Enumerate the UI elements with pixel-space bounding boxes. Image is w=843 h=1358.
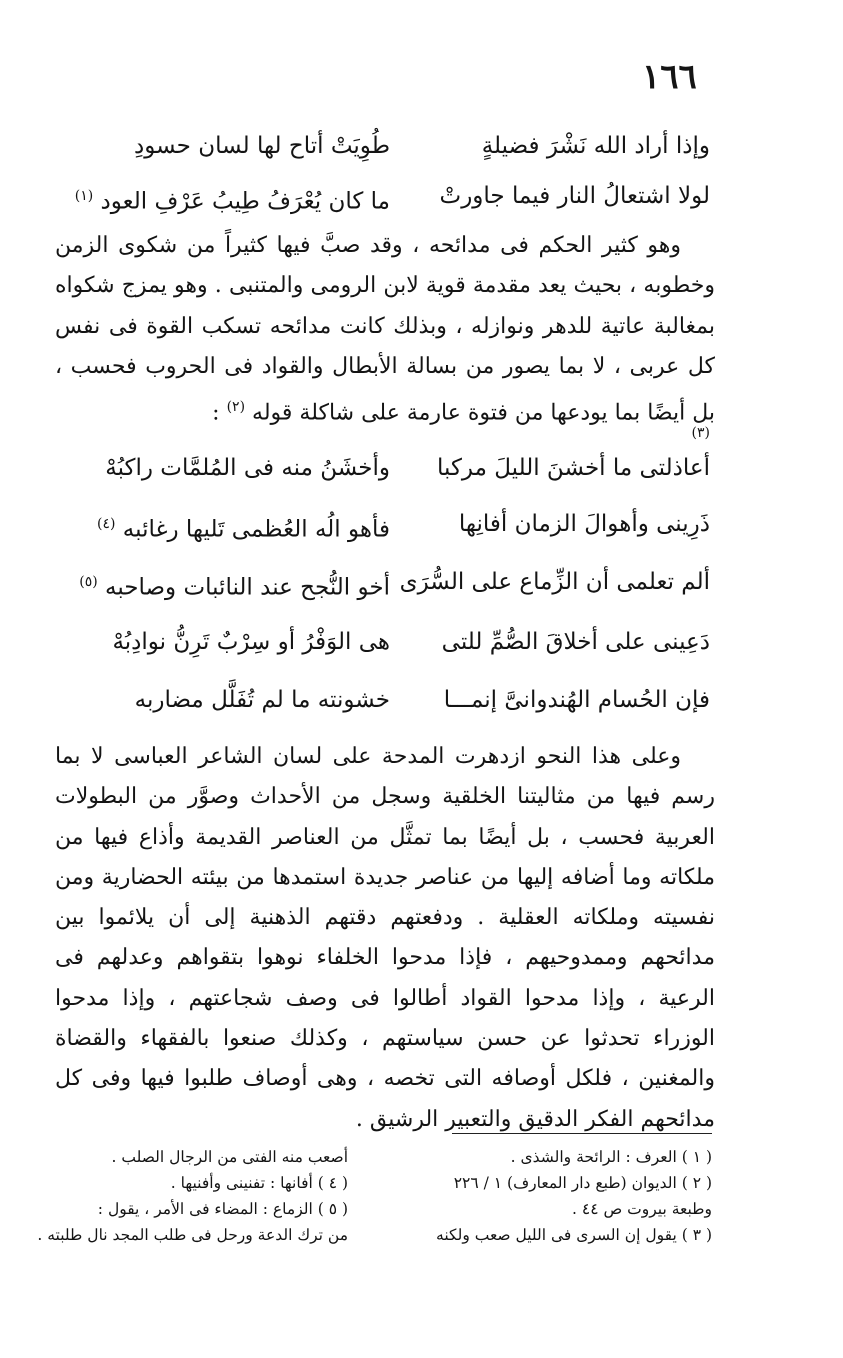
paragraph-2 — [55, 737, 715, 1140]
paragraph-2-text: وعلى هذا النحو ازدهرت المدحة على لسان الشاعر العباسى لا بما رسم فيها من مثاليتنا الخلقية وسجل من الأحداث وصوَّر من البطولات العربية فحسب ، بل أيضًا بما تمثَّل من العناصر القديمة وأذاع فيها من ملكاته وما أضافه إليها من عناصر جديدة استمدها من بيئته الحضارية ومن نفسيته وملكاته العقلية . ودفعتهم دقتهم الذهنية إلى أن يلائموا بين مدائحهم وممدوحيهم ، فإذا مدحوا الخلفاء نوهوا بتقواهم وعدلهم فى الرعية ، وإذا مدحوا القواد أطالوا فى وصف شجاعتهم ، وإذا مدحوا الوزراء تحدثوا عن حسن سياستهم ، وكذلك صنعوا بالفقهاء والقضاة والمغنين ، فلكل أوصافه التى تخصه ، وهى أوصاف طلبوا فيها وفى كل مدائحهم الفكر الدقيق والتعبير الرشيق . — [55, 744, 715, 1132]
verse-first-hemistich: دَعِينى على أخلاقَ الصُّمِّ للتى — [441, 629, 710, 655]
verse-second-text: ما كان يُعْرَفُ طِيبُ عَرْفِ العود — [100, 188, 390, 215]
verse-first-hemistich: لولا اشتعالُ النار فيما جاورتْ — [439, 183, 710, 209]
footnote-ref: (٣) — [691, 425, 710, 441]
footnote-ref: (٥) — [79, 574, 98, 590]
footnote-ref: (٢) — [226, 399, 246, 416]
page-number: ١٦٦ — [642, 57, 697, 97]
verse-first-hemistich: أعاذلتى ما أخشنَ الليلَ مركبا — [437, 455, 710, 481]
footnote-ref: (٤) — [97, 516, 116, 532]
verse-second-text: هى الوَفْرُ أو سِرْبٌ تَرِنُّ نوادِبُهْ — [112, 629, 390, 655]
verse-second-text: أخو النُّجح عند النائبات وصاحبه — [105, 574, 390, 601]
verse-first-hemistich: وإذا أراد الله نَشْرَ فضيلةٍ — [481, 133, 710, 159]
footnote-line: ( ٤ ) أفانها : تفنينى وأفنيها . — [170, 1174, 348, 1192]
footnotes-right-column — [412, 1144, 712, 1248]
footnote-line: أصعب منه الفتى من الرجال الصلب . — [111, 1148, 348, 1166]
footnote-line: ( ٥ ) الزماع : المضاء فى الأمر ، يقول : — [97, 1200, 348, 1218]
verse-second-hemistich — [60, 618, 390, 666]
footnote-line: ( ٣ ) يقول إن السرى فى الليل صعب ولكنه — [436, 1226, 712, 1244]
paragraph-1 — [55, 226, 715, 434]
verse-second-hemistich — [60, 122, 390, 170]
verse-first-hemistich: فإن الحُسام الهُندوانىَّ إنمـــا — [443, 687, 710, 713]
paragraph-1-text: وهو كثير الحكم فى مدائحه ، وقد صبَّ فيها كثيراً من شكوى الزمن وخطوبه ، بحيث يعد مقدمة قوية لابن الرومى والمتنبى . وهو يمزج شكواه بمغالبة عاتية للدهر ونوازله ، وبذلك كانت مدائحه تسكب القوة فى نفس كل عربى ، لا بما يصور من بسالة الأبطال والقواد فى الحروب فحسب ، بل أيضًا بما يودعها من فتوة عارمة على شاكلة قوله — [55, 233, 715, 426]
verse-second-text: خشونته ما لم تُفَلَّل مضاربه — [134, 687, 390, 713]
verse-second-hemistich — [60, 444, 390, 492]
verse-line — [60, 172, 710, 222]
verse-second-text: وأخشَنُ منه فى المُلمَّات راكبُهْ — [105, 455, 390, 481]
verse-line — [60, 444, 710, 494]
verse-line — [60, 558, 710, 608]
footnotes-left-column — [37, 1144, 348, 1248]
footnote-divider — [452, 1133, 712, 1134]
verse-line — [60, 618, 710, 668]
footnote-line: ( ١ ) العرف : الرائحة والشذى . — [510, 1148, 712, 1166]
verse-line — [60, 676, 710, 726]
verse-first-hemistich: ذَرِينى وأهوالَ الزمان أفانِها — [458, 511, 710, 537]
verse-line — [60, 122, 710, 172]
paragraph-1-colon: : — [212, 400, 220, 426]
footnote-line: ( ٢ ) الديوان (طبع دار المعارف) ١ / ٢٢٦ — [453, 1174, 712, 1192]
footnote-ref: (١) — [74, 188, 94, 204]
verse-second-hemistich — [60, 676, 390, 724]
verse-second-hemistich — [60, 558, 390, 612]
verse-second-text: طُوِيَتْ أتاح لها لسان حسودِ — [134, 133, 390, 159]
verse-second-text: فأهو الُه العُظمى تَليها رغائبه — [122, 516, 390, 543]
footnote-line: وطبعة بيروت ص ٤٤ . — [572, 1200, 712, 1218]
verse-second-hemistich — [60, 172, 390, 226]
footnote-line: من ترك الدعة ورحل فى طلب المجد نال طلبته . — [37, 1226, 348, 1244]
verse-first-hemistich: ألم تعلمى أن الزِّماع على السُّرَى — [399, 569, 710, 595]
verse-line — [60, 500, 710, 550]
verse-second-hemistich — [60, 500, 390, 554]
